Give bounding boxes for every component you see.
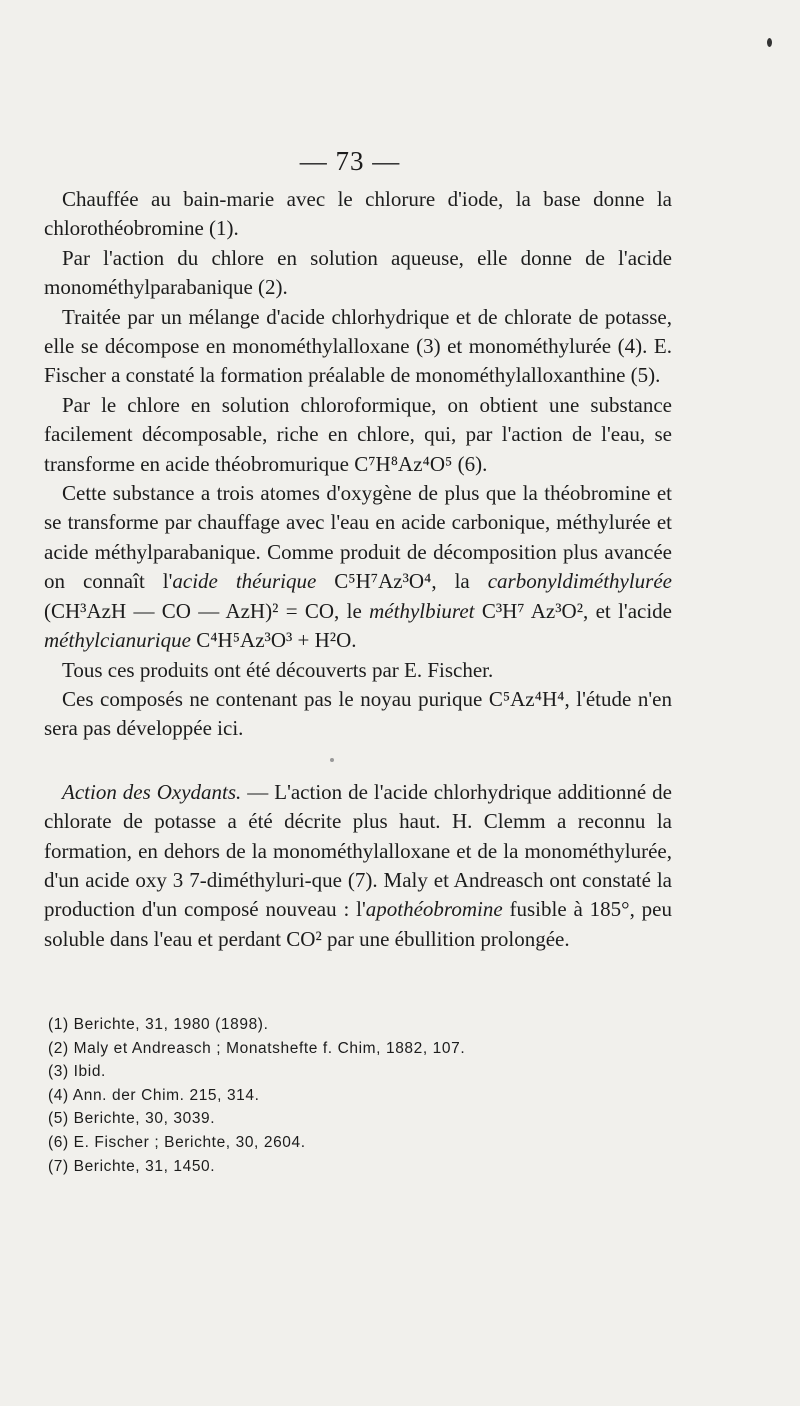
section-title: Action des Oxydants. — [62, 779, 242, 804]
paragraph-4-text: Par le chlore en solution chloroformique, on obtient une substance facilement décomposable, riche en chlore, qui, par l'action de l'eau, se transforme en acide théobromurique — [44, 392, 672, 476]
paragraph-7: Ces composés ne contenant pas le noyau purique C⁵Az⁴H⁴, l'étude n'en sera pas développée ici. — [44, 686, 672, 741]
methylcianurique-formula: C⁴H⁵Az³O³ + H²O. — [190, 628, 357, 653]
section-text-b: fusible à 185°, peu soluble dans l'eau et perdant CO² par une ébullition prolongée. — [44, 897, 672, 951]
theobromuric-formula: C⁷H⁸Az⁴O⁵ (6). — [354, 451, 488, 476]
paragraph-3: Traitée par un mélange d'acide chlorhydrique et de chlorate de potasse, elle se décompose en monométhylalloxane (3) et monométhylurée (4). E. Fischer a constaté la formation préalable de monométhylalloxanthine (5). — [44, 304, 672, 388]
section-oxydants — [44, 778, 672, 954]
paragraph-4 — [44, 391, 672, 479]
paragraph-1: Chauffée au bain-marie avec le chlorure d'iode, la base donne la chlorothéobromine (1). — [44, 187, 672, 241]
page-number: — 73 — — [299, 146, 401, 176]
theurique-formula: C⁵H⁷Az³O⁴, la — [316, 569, 488, 594]
section-text-a: — L'action de l'acide chlorhydrique additionné de chlorate de potasse a été décrite plus haut. H. Clemm a reconnu la formation, en dehors de la monométhylalloxane et de la monométhylurée, d'un acide oxy 3 7-diméthyluri-que (7). Maly et Andreasch ont constaté la production d'un composé nouveau : l' — [44, 779, 673, 922]
footnotes — [48, 1013, 668, 1178]
carbonyl-formula: (CH³AzH — CO — AzH)² = CO, le — [44, 598, 370, 623]
carbonyldimethyluree: carbonyldiméthylurée — [487, 569, 672, 594]
footnote-1: (1) Berichte, 31, 1980 (1898). — [48, 1016, 269, 1033]
methylbiuret-formula: C³H⁷ Az³O², et l'acide — [474, 598, 672, 623]
footnote-5: (5) Berichte, 30, 3039. — [48, 1110, 216, 1128]
apotheobromine: apothéobromine — [365, 897, 503, 922]
body-text — [44, 185, 672, 954]
paragraph-5 — [44, 479, 672, 655]
methylbiuret: méthylbiuret — [369, 598, 475, 623]
footnote-3: (3) Ibid. — [48, 1063, 106, 1081]
footnote-6: (6) E. Fischer ; Berichte, 30, 2604. — [48, 1133, 306, 1151]
ink-speck — [330, 758, 334, 762]
footnote-4: (4) Ann. der Chim. 215, 314. — [48, 1086, 260, 1104]
footnote-7: (7) Berichte, 31, 1450. — [48, 1157, 216, 1175]
ink-speck — [767, 38, 772, 47]
paragraph-6: Tous ces produits ont été découverts par E. Fischer. — [62, 657, 494, 682]
methylcianurique: méthylcianurique — [44, 628, 191, 653]
footnote-2: (2) Maly et Andreasch ; Monatshefte f. Chim, 1882, 107. — [48, 1039, 466, 1057]
acide-theurique: acide théurique — [172, 569, 317, 594]
paragraph-5-text: Cette substance a trois atomes d'oxygène de plus que la théobromine et se transforme par chauffage avec l'eau en acide carbonique, méthylurée et acide méthylparabanique. Comme produit de décomposition plus avancée on connaît l' — [44, 481, 672, 594]
paragraph-2: Par l'action du chlore en solution aqueuse, elle donne de l'acide monométhylparabanique (2). — [44, 245, 672, 300]
